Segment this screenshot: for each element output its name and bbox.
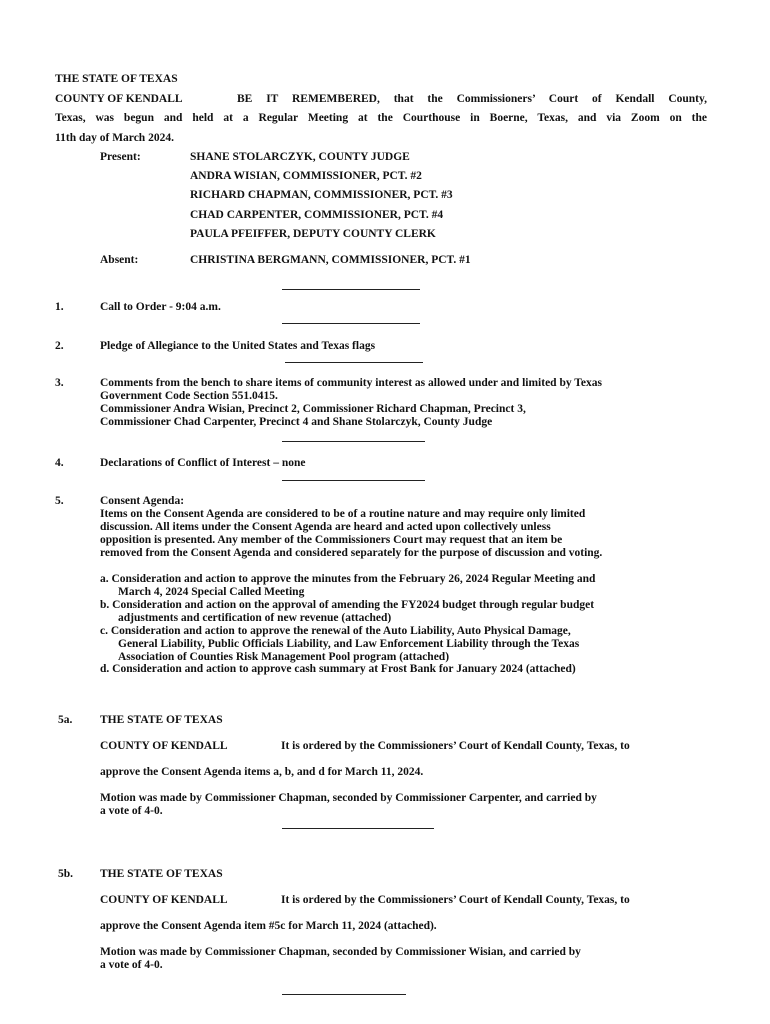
present-label: Present:	[100, 151, 141, 163]
consent-item-c-cont: Association of Counties Risk Management Pool program (attached)	[118, 651, 450, 663]
item-4-number: 4.	[55, 457, 64, 469]
consent-item-c-cont: General Liability, Public Officials Liability, and Law Enforcement Liability through the Texas	[118, 638, 580, 650]
item-5-title: Consent Agenda:	[100, 495, 185, 507]
item-3-line: Comments from the bench to share items of community interest as allowed under and limited by Texas	[100, 377, 602, 389]
absent-member: CHRISTINA BERGMANN, COMMISSIONER, PCT. #1	[190, 254, 471, 266]
item-5b-number: 5b.	[58, 868, 74, 880]
item-3-line: Commissioner Andra Wisian, Precinct 2, Commissioner Richard Chapman, Precinct 3,	[100, 403, 526, 415]
item-5a-county: COUNTY OF KENDALL	[100, 740, 228, 752]
consent-item-c: c. Consideration and action to approve the renewal of the Auto Liability, Auto Physical Damage,	[100, 625, 571, 637]
separator-rule	[282, 994, 406, 995]
item-5a-state: THE STATE OF TEXAS	[100, 714, 223, 726]
item-1-text: Call to Order - 9:04 a.m.	[100, 301, 221, 313]
separator-rule	[282, 441, 425, 442]
item-5-line: Items on the Consent Agenda are considered to be of a routine nature and may require only limited	[100, 508, 586, 520]
item-3-line: Government Code Section 551.0415.	[100, 390, 278, 402]
item-3-line: Commissioner Chad Carpenter, Precinct 4 and Shane Stolarczyk, County Judge	[100, 416, 493, 428]
item-2-text: Pledge of Allegiance to the United States and Texas flags	[100, 340, 376, 352]
item-5b-county: COUNTY OF KENDALL	[100, 894, 228, 906]
consent-item-a-cont: March 4, 2024 Special Called Meeting	[118, 586, 305, 598]
item-5b-approve: approve the Consent Agenda item #5c for March 11, 2024 (attached).	[100, 920, 437, 932]
meeting-date-line: 11th day of March 2024.	[55, 132, 174, 144]
item-5-line: opposition is presented. Any member of the Commissioners Court may request that an item be	[100, 534, 563, 546]
item-5a-number: 5a.	[58, 714, 73, 726]
item-2-number: 2.	[55, 340, 64, 352]
consent-item-d: d. Consideration and action to approve cash summary at Frost Bank for January 2024 (attached)	[100, 663, 576, 675]
present-member: SHANE STOLARCZYK, COUNTY JUDGE	[190, 151, 410, 163]
item-5-number: 5.	[55, 495, 64, 507]
item-5-line: discussion. All items under the Consent Agenda are heard and acted upon collectively unless	[100, 521, 551, 533]
present-member: ANDRA WISIAN, COMMISSIONER, PCT. #2	[190, 170, 422, 182]
item-5b-vote: a vote of 4-0.	[100, 959, 163, 971]
item-5b-motion: Motion was made by Commissioner Chapman, seconded by Commissioner Wisian, and carried by	[100, 946, 581, 958]
separator-rule	[282, 828, 434, 829]
item-3-number: 3.	[55, 377, 64, 389]
remembered-line-1: BE IT REMEMBERED, that the Commissioners’ Court of Kendall County,	[237, 93, 707, 105]
separator-rule	[282, 289, 420, 290]
item-5a-approve: approve the Consent Agenda items a, b, and d for March 11, 2024.	[100, 766, 424, 778]
remembered-line-2: Texas, was begun and held at a Regular Meeting at the Courthouse in Boerne, Texas, and via Zoom on the	[55, 112, 707, 124]
consent-item-a: a. Consideration and action to approve the minutes from the February 26, 2024 Regular Meeting and	[100, 573, 596, 585]
state-heading: THE STATE OF TEXAS	[55, 73, 178, 85]
item-5a-vote: a vote of 4-0.	[100, 805, 163, 817]
present-member: CHAD CARPENTER, COMMISSIONER, PCT. #4	[190, 209, 444, 221]
item-5-line: removed from the Consent Agenda and considered separately for the purpose of discussion and voting.	[100, 547, 603, 559]
separator-rule	[282, 323, 420, 324]
absent-label: Absent:	[100, 254, 139, 266]
present-member: RICHARD CHAPMAN, COMMISSIONER, PCT. #3	[190, 189, 453, 201]
separator-rule	[282, 480, 425, 481]
separator-rule	[285, 362, 423, 363]
county-heading: COUNTY OF KENDALL	[55, 93, 183, 105]
consent-item-b: b. Consideration and action on the approval of amending the FY2024 budget through regular budget	[100, 599, 595, 611]
item-5b-ordered: It is ordered by the Commissioners’ Court of Kendall County, Texas, to	[281, 894, 630, 906]
item-1-number: 1.	[55, 301, 64, 313]
consent-item-b-cont: adjustments and certification of new revenue (attached)	[118, 612, 392, 624]
item-5a-motion: Motion was made by Commissioner Chapman, seconded by Commissioner Carpenter, and carried by	[100, 792, 597, 804]
item-5b-state: THE STATE OF TEXAS	[100, 868, 223, 880]
item-5a-ordered: It is ordered by the Commissioners’ Court of Kendall County, Texas, to	[281, 740, 630, 752]
item-4-text: Declarations of Conflict of Interest – none	[100, 457, 306, 469]
present-member: PAULA PFEIFFER, DEPUTY COUNTY CLERK	[190, 228, 436, 240]
